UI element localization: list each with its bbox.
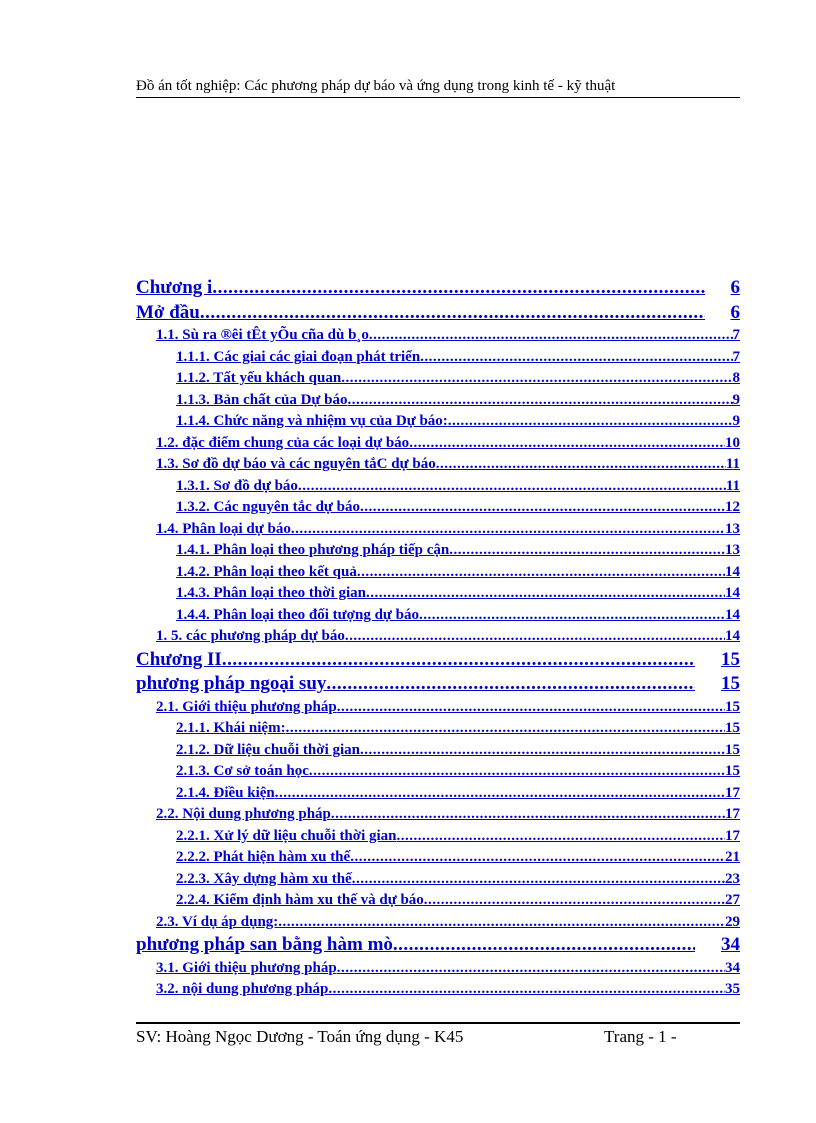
toc-leader-dots (278, 912, 725, 934)
toc-leader-dots (436, 454, 726, 476)
toc-entry-page: 10 (725, 434, 740, 451)
toc-entry-page: 13 (725, 520, 740, 537)
table-of-contents (136, 276, 740, 1001)
toc-entry-title: phương pháp san bằng hàm mò (136, 934, 393, 955)
toc-entry-page: 15 (725, 763, 740, 779)
toc-entry-title: 1.1.3. Bản chất của Dự báo (176, 391, 348, 408)
toc-entry[interactable] (136, 869, 740, 891)
toc-entry-title: 2.2.3. Xây dựng hàm xu thế (176, 870, 352, 887)
toc-entry-page: 6 (730, 301, 740, 323)
toc-entry-title: 3.2. nội dung phương pháp (156, 981, 329, 997)
toc-leader-dots (286, 718, 725, 740)
toc-entry-title: 1.4. Phân loại dự báo (156, 520, 291, 537)
toc-leader-dots (397, 826, 725, 848)
toc-entry-page: 15 (721, 673, 740, 694)
toc-entry[interactable] (136, 519, 740, 541)
toc-entry[interactable] (136, 912, 740, 934)
toc-entry[interactable] (136, 562, 740, 584)
footer-author: SV: Hoàng Ngọc Dương - Toán ứng dụng - K45 (136, 1027, 464, 1046)
toc-leader-dots (366, 583, 725, 605)
toc-entry-page: 17 (725, 806, 740, 822)
toc-entry[interactable] (136, 979, 740, 1001)
toc-entry[interactable] (136, 433, 740, 455)
toc-entry[interactable] (136, 276, 740, 301)
toc-entry-title: 1.4.3. Phân loại theo thời gian (176, 585, 366, 601)
toc-entry[interactable] (136, 626, 740, 648)
toc-entry-title: Chương II (136, 648, 222, 670)
toc-entry-title: 2.3. Ví dụ áp dụng: (156, 913, 279, 930)
toc-entry-page: 34 (725, 959, 740, 976)
toc-entry-page: 7 (732, 327, 740, 343)
toc-leader-dots (419, 605, 725, 627)
toc-entry[interactable] (136, 804, 740, 826)
toc-leader-dots (337, 697, 725, 719)
toc-entry[interactable] (136, 476, 740, 498)
toc-entry[interactable] (136, 933, 740, 958)
toc-entry-title: 1.4.1. Phân loại theo phương pháp tiếp cận (176, 542, 450, 558)
toc-entry[interactable] (136, 605, 740, 627)
toc-entry-page: 8 (732, 370, 740, 386)
page-header (136, 76, 740, 98)
toc-leader-dots (360, 740, 725, 762)
toc-entry-page: 21 (725, 849, 740, 865)
toc-entry[interactable] (136, 325, 740, 347)
toc-entry-page: 9 (732, 391, 740, 408)
toc-entry[interactable] (136, 958, 740, 980)
toc-entry[interactable] (136, 347, 740, 369)
toc-leader-dots (449, 540, 725, 562)
toc-leader-dots (326, 672, 695, 697)
toc-leader-dots (352, 869, 725, 891)
toc-entry[interactable] (136, 761, 740, 783)
page-footer (136, 1026, 740, 1048)
toc-entry-title: 2.2.4. Kiểm định hàm xu thế và dự báo (176, 892, 424, 908)
toc-leader-dots (275, 783, 725, 805)
footer-divider (136, 1022, 740, 1024)
toc-entry[interactable] (136, 301, 740, 326)
toc-entry-page: 11 (725, 456, 740, 472)
toc-entry-title: 1.2. đặc điểm chung của các loại dự báo (156, 434, 410, 451)
toc-entry[interactable] (136, 697, 740, 719)
toc-entry-title: Mở đầu (136, 301, 200, 323)
toc-entry-page: 29 (725, 913, 740, 930)
toc-entry-page: 15 (725, 720, 740, 736)
toc-leader-dots (341, 368, 732, 390)
toc-entry-page: 27 (725, 892, 740, 908)
toc-entry-title: 1.1.2. Tất yếu khách quan (176, 370, 342, 386)
toc-leader-dots (424, 890, 725, 912)
toc-entry-page: 17 (725, 827, 740, 844)
toc-leader-dots (337, 958, 725, 980)
toc-entry-page: 14 (725, 585, 740, 601)
toc-entry-page: 15 (725, 698, 740, 715)
toc-entry[interactable] (136, 540, 740, 562)
toc-leader-dots (309, 761, 725, 783)
toc-entry-title: 1.1.4. Chức năng và nhiệm vụ của Dự báo: (176, 413, 448, 429)
toc-entry-title: 3.1. Giới thiệu phương pháp (156, 959, 337, 976)
toc-entry-page: 14 (725, 628, 740, 644)
toc-entry-page: 9 (732, 413, 740, 429)
toc-leader-dots (350, 847, 725, 869)
toc-entry-title: 2.2.2. Phát hiện hàm xu thế (176, 849, 351, 865)
toc-entry-title: 1.1. Sù ra ®êi tÊt yÕu cña dù b¸o (156, 327, 369, 343)
toc-entry-page: 15 (721, 648, 740, 670)
toc-leader-dots (420, 347, 732, 369)
toc-entry[interactable] (136, 390, 740, 412)
toc-entry-title: 1.4.4. Phân loại theo đối tượng dự báo (176, 606, 420, 623)
toc-entry[interactable] (136, 583, 740, 605)
toc-leader-dots (369, 325, 733, 347)
toc-entry-title: 1.3.2. Các nguyên tắc dự báo (176, 499, 361, 515)
toc-entry[interactable] (136, 672, 740, 697)
toc-entry-page: 15 (725, 741, 740, 758)
toc-leader-dots (345, 626, 725, 648)
toc-entry[interactable] (136, 847, 740, 869)
toc-entry-page: 7 (732, 348, 740, 365)
toc-entry[interactable] (136, 368, 740, 390)
toc-entry-title: 2.1.2. Dữ liệu chuỗi thời gian (176, 741, 360, 758)
toc-leader-dots (212, 276, 704, 301)
toc-entry-title: Chương i (136, 277, 213, 298)
toc-leader-dots (298, 476, 726, 498)
toc-entry[interactable] (136, 648, 740, 673)
toc-entry-page: 6 (730, 277, 740, 298)
toc-entry[interactable] (136, 454, 740, 476)
toc-entry-page: 12 (725, 499, 740, 515)
toc-entry-page: 13 (725, 542, 740, 558)
toc-leader-dots (393, 933, 695, 958)
toc-entry-title: 2.1. Giới thiệu phương pháp (156, 698, 337, 715)
toc-entry-title: 1.4.2. Phân loại theo kết quả (176, 563, 357, 580)
toc-leader-dots (448, 411, 733, 433)
toc-entry-title: 2.2. Nội dung phương pháp (156, 806, 331, 822)
footer-page-number: Trang - 1 - (604, 1027, 677, 1046)
toc-entry[interactable] (136, 497, 740, 519)
toc-entry[interactable] (136, 783, 740, 805)
toc-entry-title: 2.1.4. Điều kiện (176, 784, 275, 801)
toc-entry-page: 23 (725, 870, 740, 887)
toc-entry[interactable] (136, 740, 740, 762)
toc-leader-dots (331, 804, 725, 826)
toc-leader-dots (409, 433, 725, 455)
toc-entry-title: 2.2.1. Xử lý dữ liệu chuỗi thời gian (176, 827, 397, 844)
toc-entry-page: 35 (725, 981, 740, 997)
toc-entry[interactable] (136, 718, 740, 740)
toc-entry-page: 14 (725, 606, 740, 623)
toc-entry[interactable] (136, 411, 740, 433)
toc-entry-title: 2.1.1. Khái niệm: (176, 720, 286, 736)
toc-leader-dots (357, 562, 725, 584)
toc-entry-page: 14 (725, 563, 740, 580)
toc-leader-dots (328, 979, 725, 1001)
toc-leader-dots (360, 497, 725, 519)
toc-leader-dots (348, 390, 733, 412)
toc-entry-page: 34 (721, 934, 740, 955)
toc-entry-title: phương pháp ngoại suy (136, 673, 327, 694)
toc-leader-dots (222, 648, 695, 673)
toc-leader-dots (200, 301, 705, 326)
toc-entry-title: 1.1.1. Các giai các giai đoạn phát triển (176, 348, 421, 365)
toc-entry-title: 1.3.1. Sơ đồ dự báo (176, 477, 298, 494)
header-title: Đồ án tốt nghiệp: Các phương pháp dự báo và ứng dụng trong kinh tế - kỹ thuật (136, 78, 616, 94)
toc-entry[interactable] (136, 890, 740, 912)
toc-entry-title: 2.1.3. Cơ sở toán học (176, 763, 309, 779)
toc-entry-page: 17 (725, 784, 740, 801)
toc-entry-title: 1.3. Sơ đồ dự báo và các nguyên tắC dự báo (156, 456, 436, 472)
toc-entry-page: 11 (725, 477, 740, 494)
toc-entry-title: 1. 5. các phương pháp dự báo (156, 628, 345, 644)
toc-entry[interactable] (136, 826, 740, 848)
toc-leader-dots (291, 519, 725, 541)
